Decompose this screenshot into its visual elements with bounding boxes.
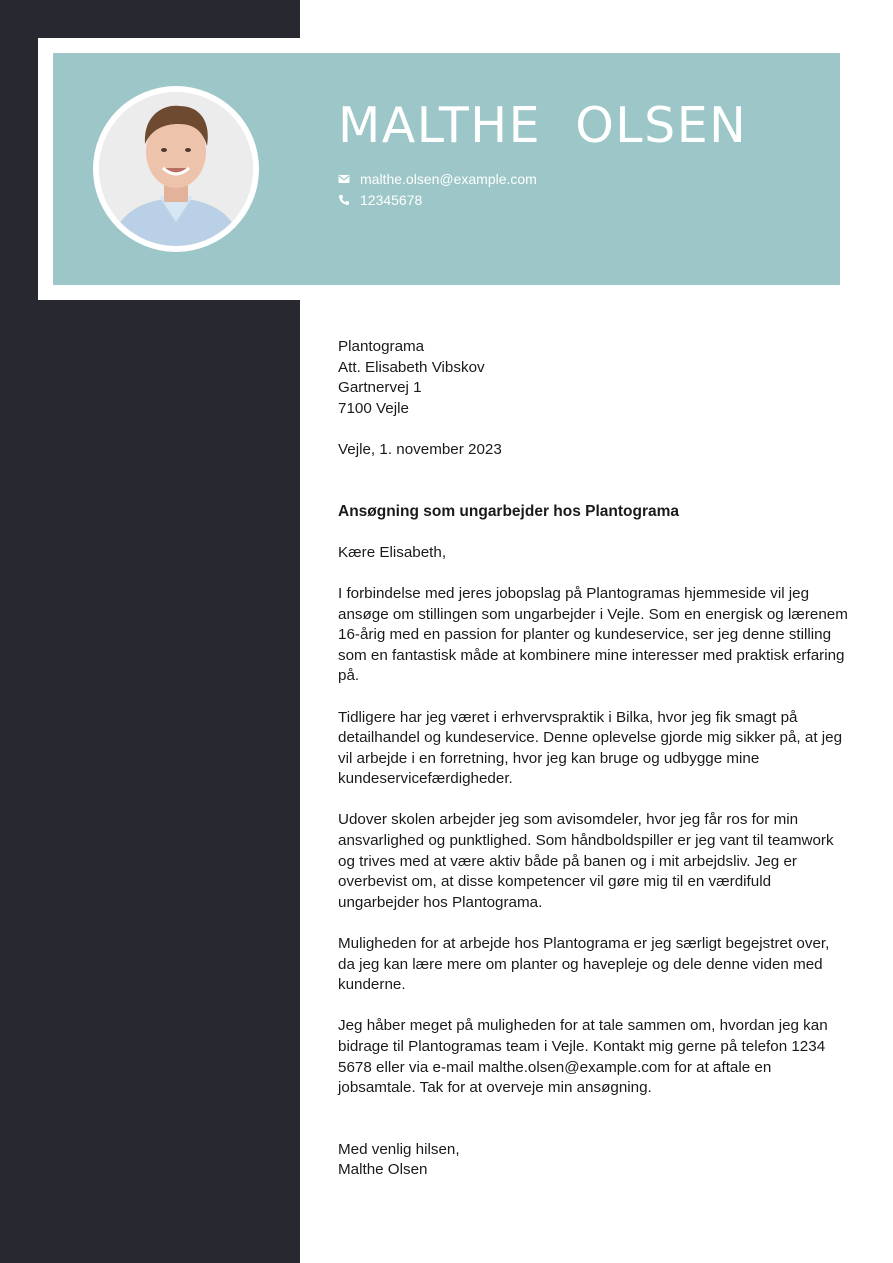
email-text[interactable]: malthe.olsen@example.com xyxy=(360,171,537,187)
letter-paragraph: Udover skolen arbejder jeg som avisomdeler, hvor jeg får ros for min ansvarlighed og punktlighed. Som håndboldspiller er jeg vant til teamwork og trives med at være aktiv både på banen og i mit arbejdsliv. Jeg er overbevist om, at disse kompetencer vil gøre mig til en værdifuld ungarbejder hos Plantograma. xyxy=(338,811,834,911)
letter-paragraph: Tidligere har jeg været i erhvervspraktik i Bilka, hvor jeg fik smagt på detailhandel og kundeservice. Denne oplevelse gjorde mig sikker på, at jeg vil arbejde i en forretning, hvor jeg kan bruge og udbygge mine kundeservicefærdigheder. xyxy=(338,708,843,788)
phone-icon xyxy=(338,194,350,206)
email-row xyxy=(338,169,537,189)
recipient-address xyxy=(338,337,848,419)
recipient-city: 7100 Vejle xyxy=(338,399,409,417)
signature-name: Malthe Olsen xyxy=(338,1161,428,1179)
letter-paragraph: I forbindelse med jeres jobopslag på Plantogramas hjemmeside vil jeg ansøge om stillingen som ungarbejder i Vejle. Som en energisk og lærenem 16-årig med en passion for planter og kundeservice, ser jeg denne stilling som en fantastisk måde at kombinere mine interesser med praktisk erfaring på. xyxy=(338,584,848,685)
letter-paragraph: Jeg håber meget på muligheden for at tale sammen om, hvordan jeg kan bidrage til Plantogramas team i Vejle. Kontakt mig gerne på telefon 1234 5678 eller via e-mail malthe.olsen@example.com for at aftale en jobsamtale. Tak for at overveje min ansøgning. xyxy=(338,1017,828,1097)
recipient-company: Plantograma xyxy=(338,338,425,355)
recipient-attention: Att. Elisabeth Vibskov xyxy=(338,358,485,376)
letter-paragraph: Muligheden for at arbejde hos Plantograma er jeg særligt begejstret over, da jeg kan lære mere om planter og havepleje og dele denne viden med kunderne. xyxy=(338,935,830,994)
letter-subject: Ansøgning som ungarbejder hos Plantograma xyxy=(338,502,680,520)
letter-closing xyxy=(338,1140,848,1181)
closing-salutation: Med venlig hilsen, xyxy=(338,1140,460,1158)
letter-body xyxy=(338,337,848,1181)
recipient-street: Gartnervej 1 xyxy=(338,379,422,397)
applicant-name: MALTHE OLSEN xyxy=(338,97,748,154)
phone-text[interactable]: 12345678 xyxy=(360,192,423,208)
letter-greeting: Kære Elisabeth, xyxy=(338,543,447,561)
phone-row xyxy=(338,190,422,210)
envelope-icon xyxy=(338,173,350,185)
letter-date: Vejle, 1. november 2023 xyxy=(338,440,502,458)
profile-photo xyxy=(99,92,253,246)
